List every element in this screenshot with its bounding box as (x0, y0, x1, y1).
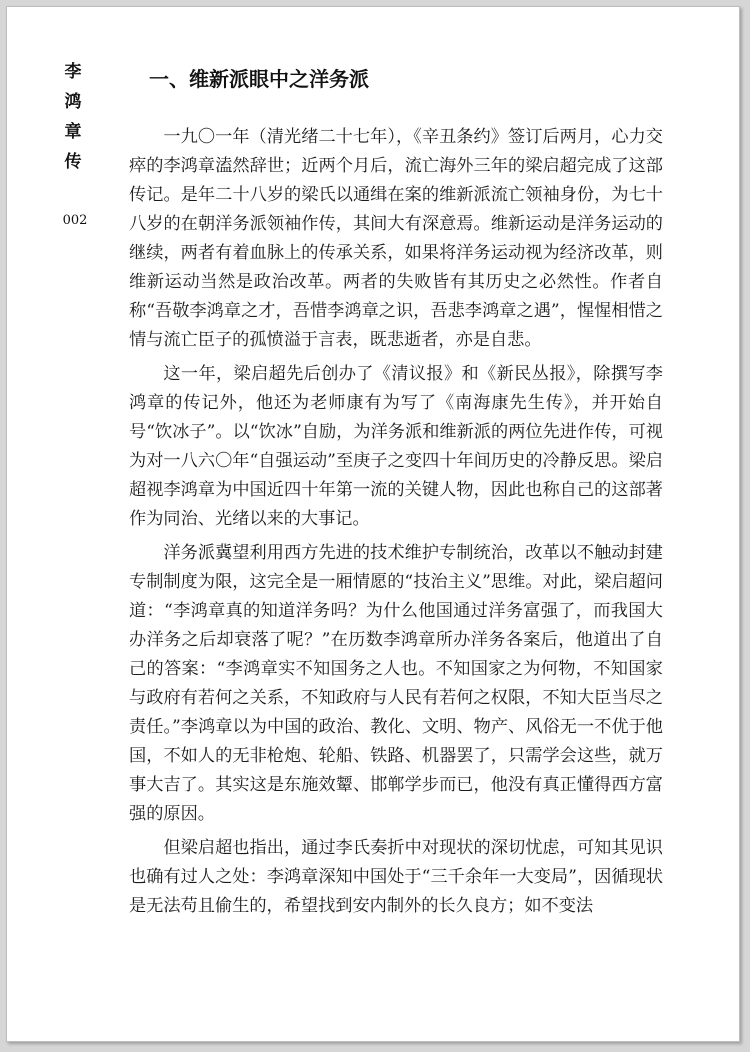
running-title-char: 鸿 (64, 92, 82, 112)
paragraph: 这一年，梁启超先后创办了《清议报》和《新民丛报》，除撰写李鸿章的传记外，他还为老师康有为写了《南海康先生传》，并开始自号“饮冰子”。以“饮冰”自励，为洋务派和维新派的两位先进作传，可视为对一八六〇年“自强运动”至庚子之变四十年间历史的冷静反思。梁启超视李鸿章为中国近四十年第一流的关键人物，因此也称自己的这部著作为同治、光绪以来的大事记。 (129, 364, 663, 529)
book-page (6, 6, 740, 1042)
section-heading: 一、维新派眼中之洋务派 (149, 67, 369, 91)
page-number: 002 (62, 213, 88, 228)
running-title-char: 章 (64, 122, 82, 142)
body-text (129, 123, 663, 926)
running-title-char: 李 (64, 62, 82, 82)
paragraph: 洋务派冀望利用西方先进的技术维护专制统治，改革以不触动封建专制制度为限，这完全是一厢情愿的“技治主义”思维。对此，梁启超问道：“李鸿章真的知道洋务吗？为什么他国通过洋务富强了，而我国大办洋务之后却衰落了呢？”在历数李鸿章所办洋务各案后，他道出了自己的答案：“李鸿章实不知国务之人也。不知国家之为何物，不知国家与政府有若何之关系，不知政府与人民有若何之权限，不知大臣当尽之责任。”李鸿章以为中国的政治、教化、文明、物产、风俗无一不优于他国，不如人的无非枪炮、轮船、铁路、机器罢了，只需学会这些，就万事大吉了。其实这是东施效颦、邯郸学步而已，他没有真正懂得西方富强的原因。 (129, 543, 663, 824)
running-title-char: 传 (64, 152, 82, 172)
paragraph: 但梁启超也指出，通过李氏奏折中对现状的深切忧虑，可知其见识也确有过人之处：李鸿章深知中国处于“三千余年一大变局”，因循现状是无法苟且偷生的，希望找到安内制外的长久良方；如不变法 (129, 838, 663, 916)
paragraph: 一九〇一年（清光绪二十七年），《辛丑条约》签订后两月，心力交瘁的李鸿章溘然辞世；近两个月后，流亡海外三年的梁启超完成了这部传记。是年二十八岁的梁氏以通缉在案的维新派流亡领袖身份，为七十八岁的在朝洋务派领袖作传，其间大有深意焉。维新运动是洋务运动的继续，两者有着血脉上的传承关系，如果将洋务运动视为经济改革，则维新运动当然是政治改革。两者的失败皆有其历史之必然性。作者自称“吾敬李鸿章之才，吾惜李鸿章之识，吾悲李鸿章之遇”，惺惺相惜之情与流亡臣子的孤愤溢于言表，既悲逝者，亦是自悲。 (129, 127, 663, 350)
running-book-title (59, 57, 87, 177)
